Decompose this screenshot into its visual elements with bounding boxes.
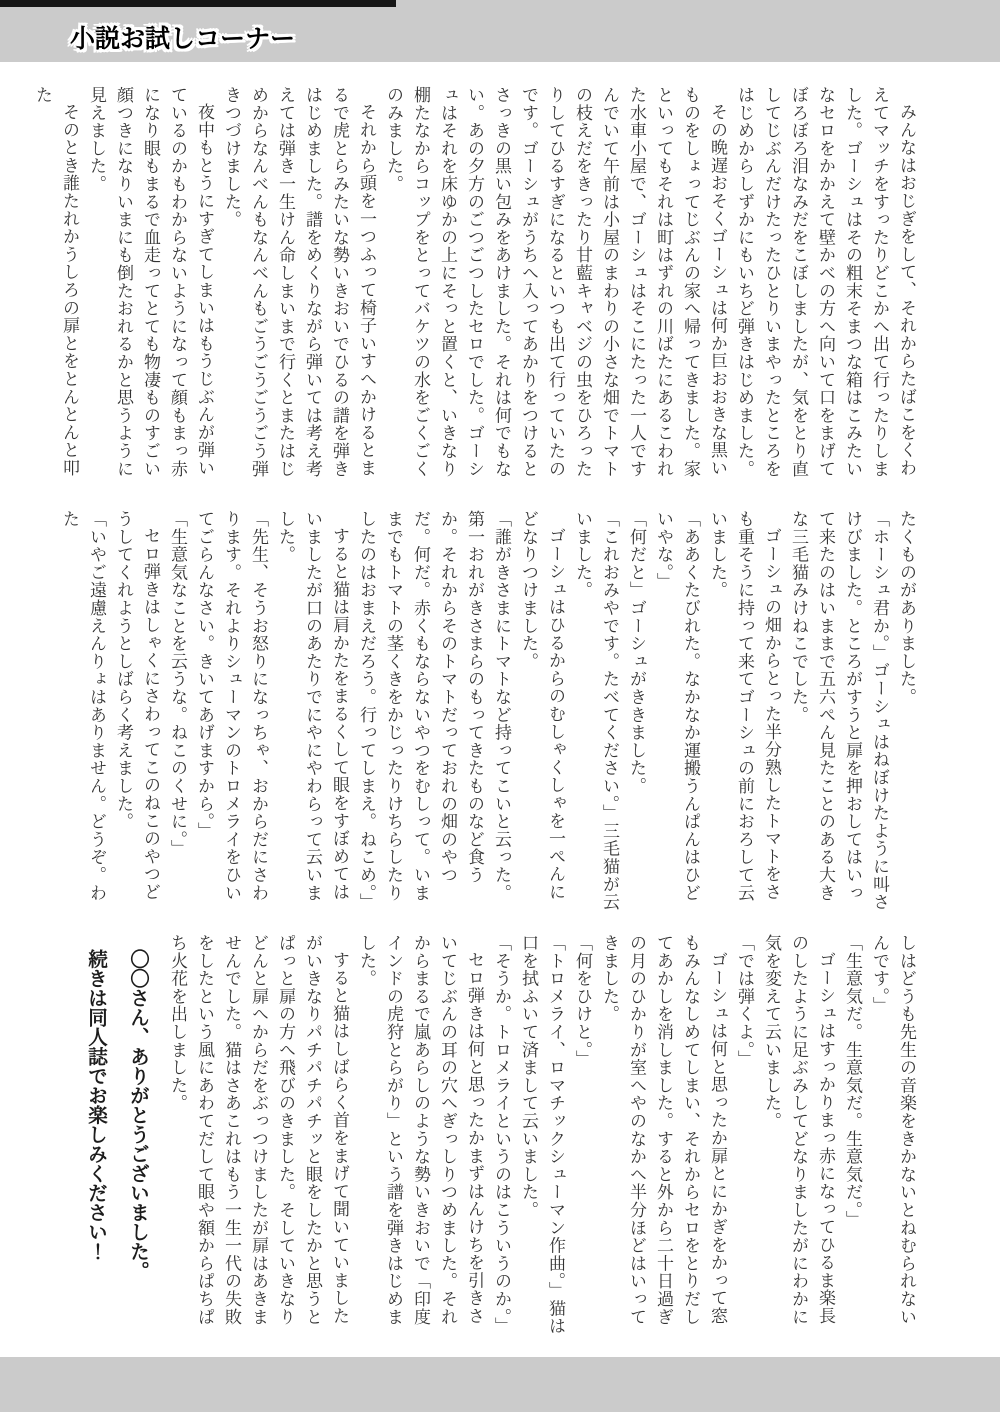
novel-paragraph: 「誰がきさまにトマトなど持ってこいと云った。第一おれがきさまらのもってきたものなど食うか。それからそのトマトだっておれの畑のやつだ。何だ。赤くもならないやつをむしって。いままでもトマトの茎くきをかじったりけちらしたりしたのはおまえだろう。行ってしまえ。ねこめ。」 [357, 510, 511, 911]
novel-paragraph: 「生意気だ。生意気だ。生意気だ。」 [843, 934, 862, 1229]
novel-paragraph: たくものがありました。 [897, 510, 916, 706]
novel-paragraph: 「ああくたびれた。なかなか運搬うんぱんはひどいやな。」 [654, 510, 700, 902]
novel-paragraph: セロ弾きはしゃくにさわってこのねこのやつどうしてくれようとしばらく考えました。 [114, 510, 160, 901]
closing-note: 〇〇さん、ありがとうございました。 [127, 948, 149, 1281]
novel-paragraph: 「先生、そうお怒りになっちゃ、おからだにさわります。それよりシューマンのトロメライをひいてごらんなさい。きいてあげますから。」 [195, 510, 268, 902]
novel-text-area [0, 62, 1000, 1342]
novel-paragraph: 「何だと」ゴーシュがききました。 [627, 510, 646, 795]
novel-paragraph: ゴーシュはひるからのむしゃくしゃを一ぺんにどなりつけました。 [519, 510, 565, 901]
novel-paragraph: しはどうも先生の音楽をきかないとねむられないんです。」 [870, 934, 916, 1326]
text-block-top [33, 86, 920, 494]
novel-paragraph: ゴーシュはすっかりまっ赤になってひるま楽長のしたように足ぶみしてどなりましたがにわかに気を変えて云いました。 [762, 934, 835, 1326]
header-band [0, 0, 1000, 62]
novel-paragraph: ゴーシュは何と思ったか扉とにかぎをかって窓もみんなしめてしまい、それからセロをとりだしてあかしを消しました。すると外から二十日過ぎの月のひかりが室へやのなかへ半分ほどはいってきました。 [600, 934, 727, 1326]
novel-paragraph: みんなはおじぎをして、それからたばこをくわえてマッチをすったりどこかへ出て行ったりしました。ゴーシュはその粗末そまつな箱はこみたいなセロをかかえて壁かべの方へ向いて口をまげてぼろぼろ泪なみだをこぼしましたが、気をとり直してじぶんだけたったひとりいまやったところをはじめからしずかにもいちど弾きはじめました。 [735, 86, 916, 478]
footer-band [0, 1357, 1000, 1412]
novel-paragraph: 「ホーシュ君か。」ゴーシュはねぼけたように叫さけびました。ところがすうと扉を押おしてはいって来たのはいままで五六ぺん見たことのある大きな三毛猫みけねこでした。 [789, 510, 889, 911]
header-accent-bar [0, 0, 396, 7]
novel-paragraph: すると猫は肩かたをまるくして眼をすぼめてはいましたが口のあたりでにやにやわらって云いました。 [276, 510, 349, 902]
novel-paragraph: 「いやご遠慮えんりょはありません。どうぞ。わた [60, 510, 106, 902]
novel-paragraph: そのとき誰たれかうしろの扉とをとんとんと叩た [33, 86, 79, 477]
novel-paragraph: 「これおみやです。たべてください。」三毛猫が云いました。 [573, 510, 619, 911]
novel-paragraph: それから頭を一つふって椅子いすへかけるとまるで虎とらみたいな勢いきおいでひるの譜を弾きはじめました。譜をめくりながら弾いては考え考えては弾き一生けん命しまいまで行くとまたはじめからなんべんもなんべんもごうごうごうごう弾きつづけました。 [222, 86, 376, 478]
novel-paragraph: 「では弾くよ。」 [735, 934, 754, 1068]
novel-paragraph: その晩遅おそくゴーシュは何か巨おおきな黒いものをしょってじぶんの家へ帰ってきました。家といってもそれは町はずれの川ばたにあるこわれた水車小屋で、ゴーシュはそこにたった一人ですんでいて午前は小屋のまわりの小さな畑でトマトの枝えだをきったり甘藍キャベジの虫をひろったりしてひるすぎになるといつも出て行っていたのです。ゴーシュがうちへ入ってあかりをつけるとさっきの黒い包みをあけました。それは何でもない。あの夕方のごつごつしたセロでした。ゴーシュはそれを床ゆかの上にそっと置くと、いきなり棚たなからコップをとってバケツの水をごくごくのみました。 [384, 86, 727, 478]
novel-paragraph: ゴーシュの畑からとった半分熟したトマトをさも重そうに持って来てゴーシュの前におろして云いました。 [708, 510, 781, 902]
novel-paragraph: 「トロメライ、ロマチックシューマン作曲。」猫は口を拭ふいて済まして云いました。 [519, 934, 565, 1335]
novel-paragraph: 「何をひけと。」 [573, 934, 592, 1068]
novel-paragraph: 「生意気なことを云うな。ねこのくせに。」 [168, 510, 187, 858]
novel-paragraph: すると猫はしばらく首をまげて聞いていましたがいきなりパチパチパチッと眼をしたかと思うとぱっと扉の方へ飛びのきました。そしていきなりどんと扉へからだをぶっつけましたが扉はあきませんでした。猫はさあこれはもう一生一代の失敗をしたという風にあわてだして眼や額からぱちぱち火花を出しました。 [168, 934, 349, 1326]
novel-paragraph: 夜中もとうにすぎてしまいはもうじぶんが弾いているのかもわからないようになって顔もまっ赤になり眼もまるで血走ってとても物凄ものすごい顔つきになりいまにも倒たおれるかと思うように見えました。 [87, 86, 214, 478]
text-block-bottom [40, 934, 920, 1342]
text-block-middle [40, 510, 920, 918]
page-title: 小説お試しコーナー [70, 25, 296, 53]
novel-paragraph: 「そうか。トロメライというのはこういうのか。」 [492, 934, 511, 1335]
closing-note: 続きは同人誌でお楽しみください！ [85, 948, 107, 1261]
novel-paragraph: セロ弾きは何と思ったかまずはんけちを引きさいてじぶんの耳の穴へぎっしりつめました。それからまるで嵐あらしのような勢いきおいで「印度インドの虎狩とらがり」という譜を弾きはじめました。 [357, 934, 484, 1326]
